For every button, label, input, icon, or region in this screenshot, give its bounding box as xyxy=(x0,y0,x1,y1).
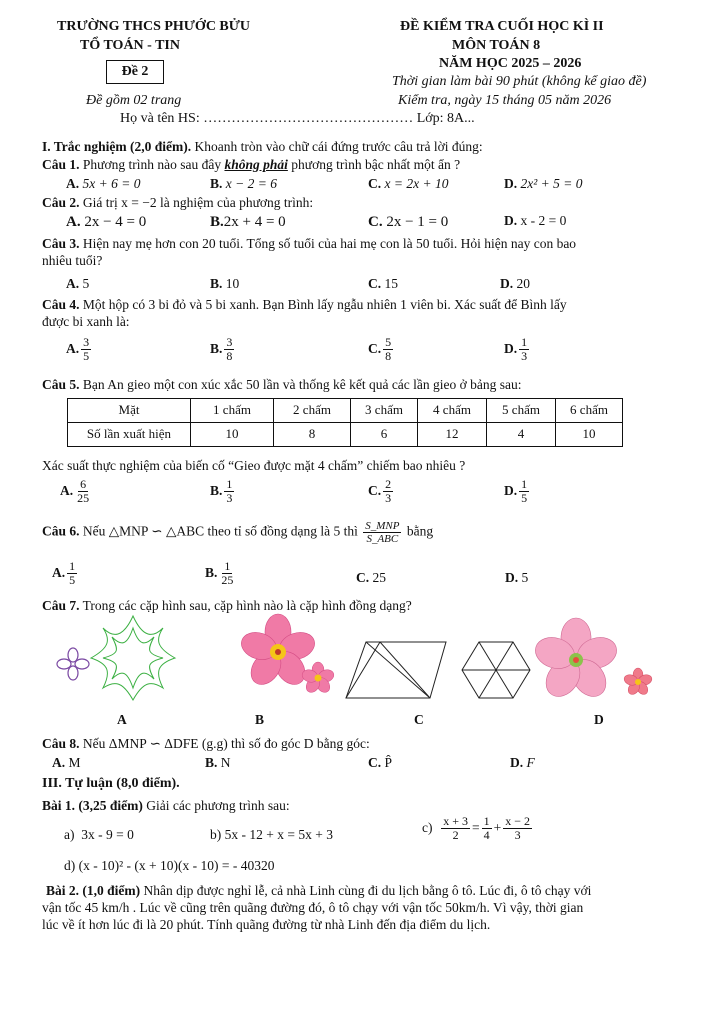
q5-option-a[interactable]: A. $\frac{6}{25}$ xyxy=(60,477,90,506)
part3-heading: III. Tự luận (8,0 điểm). xyxy=(42,776,180,791)
q8-option-c[interactable]: C. P̂ xyxy=(368,755,393,770)
q6-option-d[interactable]: D. 5 xyxy=(505,570,529,585)
question-2: Câu 2. Giá trị x = −2 là nghiệm của phương trình: xyxy=(42,195,314,210)
school-year: NĂM HỌC 2025 – 2026 xyxy=(439,56,582,71)
ex1-part-a: a) 3x - 9 = 0 xyxy=(64,827,134,842)
q1-option-a[interactable]: A. 5x + 6 = 0 xyxy=(66,176,141,191)
q4-option-c[interactable]: C. $\frac{5}{8}$ xyxy=(368,335,392,364)
q2-option-d[interactable]: D. x - 2 = 0 xyxy=(504,213,567,228)
q7-option-c[interactable]: C xyxy=(414,712,424,727)
frequency-table xyxy=(67,398,623,447)
question-3: Câu 3. Hiện nay mẹ hơn con 20 tuổi. Tổng số tuổi của hai mẹ con là 50 tuổi. Hỏi hiện nay con bao nhiêu tuổi? xyxy=(42,236,577,268)
subject: MÔN TOÁN 8 xyxy=(452,38,541,53)
q4-option-a[interactable]: A. $\frac{3}{5}$ xyxy=(66,335,90,364)
question-4: Câu 4. Một hộp có 3 bi đỏ và 5 bi xanh. Bạn Bình lấy ngẫu nhiên 1 viên bi. Xác suất để Bình lấy được bi xanh là: xyxy=(42,297,567,329)
figure-a-large-flower-outline xyxy=(91,616,175,700)
student-info: Họ và tên HS: ……………………………………… Lớp: 8A... xyxy=(120,111,475,126)
q4-option-b[interactable]: B. $\frac{3}{8}$ xyxy=(210,335,233,364)
ex1-part-b: b) 5x - 12 + x = 5x + 3 xyxy=(210,827,333,842)
q1-option-c[interactable]: C. x = 2x + 10 xyxy=(368,176,449,191)
q5-option-d[interactable]: D. $\frac{1}{5}$ xyxy=(504,477,528,506)
time-note: Thời gian làm bài 90 phút (không kể giao đề) xyxy=(392,74,647,89)
table-cell: Số lần xuất hiện xyxy=(68,423,191,447)
question-7: Câu 7. Trong các cặp hình sau, cặp hình nào là cặp hình đồng dạng? xyxy=(42,598,412,613)
q3-option-b[interactable]: B. 10 xyxy=(210,276,240,291)
table-cell: 1 chấm xyxy=(191,399,274,423)
q3-option-a[interactable]: A. 5 xyxy=(66,276,90,291)
q3-option-c[interactable]: C. 15 xyxy=(368,276,398,291)
table-cell: 4 chấm xyxy=(418,399,487,423)
question-1: Câu 1. Phương trình nào sau đây không phải phương trình bậc nhất một ẩn ? xyxy=(42,157,461,172)
figure-b-small-flower xyxy=(301,662,336,695)
q8-option-d[interactable]: D. F xyxy=(510,755,535,770)
q2-option-c[interactable]: C. 2x − 1 = 0 xyxy=(368,214,449,230)
school-name: TRƯỜNG THCS PHƯỚC BỬU xyxy=(57,19,251,34)
figure-d-large-flower xyxy=(531,618,620,703)
q7-option-a[interactable]: A xyxy=(117,712,127,727)
table-header-row xyxy=(68,399,623,423)
table-cell: 6 chấm xyxy=(556,399,623,423)
table-cell: 4 xyxy=(487,423,556,447)
question-6: Câu 6. Nếu △MNP ∽ △ABC theo tỉ số đồng dạng là 5 thì $\frac{\text{S\_MNP}}{\text{S\_ABC}}$ bằng xyxy=(42,520,434,546)
exercise-1: Bài 1. (3,25 điểm) Giải các phương trình sau: xyxy=(42,798,290,813)
q8-option-b[interactable]: B. N xyxy=(205,755,231,770)
q7-figures xyxy=(48,612,708,708)
table-cell: 8 xyxy=(274,423,351,447)
exam-code: Đề 2 xyxy=(106,60,164,84)
table-cell: 10 xyxy=(191,423,274,447)
table-cell: Mặt xyxy=(68,399,191,423)
q7-option-d[interactable]: D xyxy=(594,712,604,727)
part1-heading: I. Trắc nghiệm (2,0 điểm). Khoanh tròn vào chữ cái đứng trước câu trả lời đúng: xyxy=(42,139,483,154)
q2-option-b[interactable]: B.2x + 4 = 0 xyxy=(210,214,286,230)
q3-option-d[interactable]: D. 20 xyxy=(500,276,530,291)
ex1-part-c: c) $\frac{x + 3}{2}$ = $\frac{1}{4}$ + $\frac{x - 2}{3}$ xyxy=(422,814,531,843)
question-8: Câu 8. Nếu ΔMNP ∽ ΔDFE (g.g) thì số đo góc D bằng góc: xyxy=(42,736,370,751)
page-count: Đề gồm 02 trang xyxy=(86,93,182,108)
table-cell: 3 chấm xyxy=(351,399,418,423)
exam-date: Kiểm tra, ngày 15 tháng 05 năm 2026 xyxy=(398,93,612,108)
table-cell: 6 xyxy=(351,423,418,447)
ex1-part-d: d) (x - 10)² - (x + 10)(x - 10) = - 40320 xyxy=(64,858,275,873)
q1-option-d[interactable]: D. 2x² + 5 = 0 xyxy=(504,176,583,191)
figure-c-hexagon xyxy=(462,642,530,698)
figure-c-rectangle xyxy=(346,642,446,698)
q5-option-c[interactable]: C. $\frac{2}{3}$ xyxy=(368,477,392,506)
question-5: Câu 5. Bạn An gieo một con xúc xắc 50 lần và thống kê kết quả các lần gieo ở bảng sau: xyxy=(42,377,522,392)
table-row xyxy=(68,423,623,447)
exam-title: ĐỀ KIỂM TRA CUỐI HỌC KÌ II xyxy=(400,19,604,34)
department: TỔ TOÁN - TIN xyxy=(80,38,180,53)
q7-option-b[interactable]: B xyxy=(255,712,265,727)
q2-option-a[interactable]: A. 2x − 4 = 0 xyxy=(66,214,147,230)
q5-prompt: Xác suất thực nghiệm của biến cố “Gieo được mặt 4 chấm” chiếm bao nhiêu ? xyxy=(42,458,466,473)
q5-option-b[interactable]: B. $\frac{1}{3}$ xyxy=(210,477,233,506)
exercise-2: Bài 2. (1,0 điểm) Nhân dịp được nghỉ lễ, cả nhà Linh cùng đi du lịch bằng ô tô. Lúc đi, ô tô chạy với vận tốc 45 km/h . Lúc về cũng trên quãng đường đó, ô tô chạy với vận tốc 50km/h. Vì vậy, thời gian lúc về ít hơn lúc đi là 20 phút. Tính quãng đường từ nhà Linh đến địa điểm du lịch. xyxy=(42,883,592,932)
q6-option-b[interactable]: B. $\frac{1}{25}$ xyxy=(205,559,234,588)
q6-option-a[interactable]: A. $\frac{1}{5}$ xyxy=(52,559,76,588)
q4-option-d[interactable]: D. $\frac{1}{3}$ xyxy=(504,335,528,364)
figure-d-small-flower xyxy=(623,668,653,697)
figure-a-small-flower-outline xyxy=(57,648,89,680)
table-cell: 2 chấm xyxy=(274,399,351,423)
table-cell: 10 xyxy=(556,423,623,447)
table-cell: 5 chấm xyxy=(487,399,556,423)
q1-option-b[interactable]: B. x − 2 = 6 xyxy=(210,176,277,191)
q8-option-a[interactable]: A. M xyxy=(52,755,81,770)
q6-option-c[interactable]: C. 25 xyxy=(356,570,386,585)
table-cell: 12 xyxy=(418,423,487,447)
